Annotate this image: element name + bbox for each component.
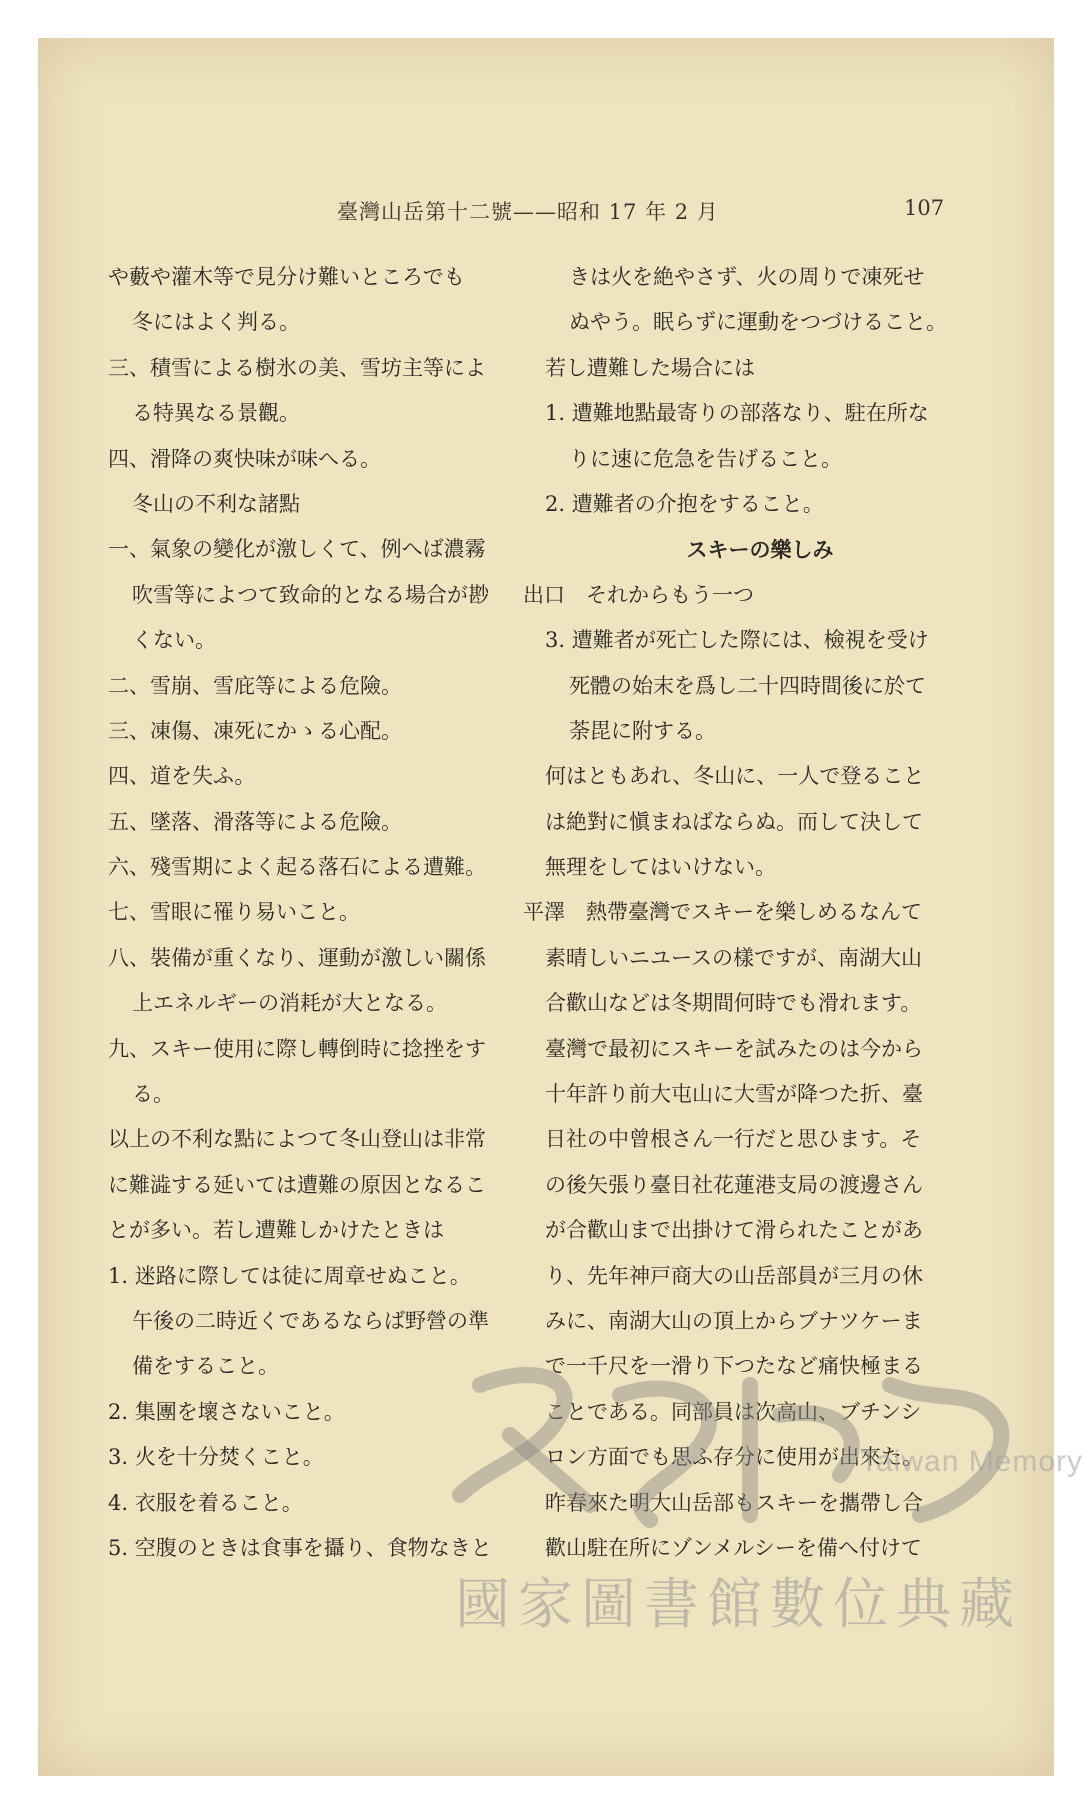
text-line: 1. 遭難地點最寄りの部落なり、駐在所な bbox=[545, 401, 929, 426]
speaker-line: 平澤 熱帶臺灣でスキーを樂しめるなんて bbox=[523, 900, 922, 925]
watermark-english: Taiwan Memory bbox=[860, 1445, 1084, 1478]
text-line: 一、氣象の變化が激しくて、例へば濃霧 bbox=[108, 537, 486, 562]
text-line: 冬にはよく判る。 bbox=[132, 310, 300, 335]
text-line: 十年許り前大屯山に大雪が降つた折、臺 bbox=[545, 1082, 923, 1107]
text-line: 三、凍傷、凍死にかゝる心配。 bbox=[108, 718, 402, 743]
text-line: とが多い。若し遭難しかけたときは bbox=[108, 1218, 444, 1243]
text-line: が合歡山まで出掛けて滑られたことがあ bbox=[545, 1218, 923, 1243]
text-line: の後矢張り臺日社花蓮港支局の渡邊さん bbox=[545, 1172, 923, 1197]
text-line: 2. 遭難者の介抱をすること。 bbox=[545, 491, 824, 516]
section-subhead: 冬山の不利な諸點 bbox=[132, 491, 300, 516]
text-line: 何はともあれ、冬山に、一人で登ること bbox=[545, 764, 925, 789]
speaker-line: 出口 それからもう一つ bbox=[523, 582, 754, 607]
text-line: 上エネルギーの消耗が大となる。 bbox=[132, 991, 447, 1016]
text-line: 四、滑降の爽快味が味へる。 bbox=[108, 446, 381, 471]
page-number: 107 bbox=[904, 196, 945, 220]
text-line: ことである。同部員は次高山、ブチンシ bbox=[545, 1399, 922, 1424]
text-line: や藪や灌木等で見分け難いところでも bbox=[108, 265, 465, 289]
text-line: 八、裝備が重くなり、運動が激しい關係 bbox=[108, 945, 486, 970]
text-line: 日社の中曾根さん一行だと思ひます。そ bbox=[545, 1127, 922, 1152]
right-column bbox=[523, 255, 975, 1571]
left-column bbox=[108, 255, 538, 1571]
text-line: に難澁する延いては遭難の原因となるこ bbox=[108, 1172, 486, 1197]
text-line: 3. 遭難者が死亡した際には、檢視を受け bbox=[545, 628, 929, 653]
text-line: 無理をしてはいけない。 bbox=[545, 855, 776, 880]
text-line: 5. 空腹のときは食事を攝り、食物なきと bbox=[108, 1535, 492, 1560]
text-line: 1. 迷路に際しては徒に周章せぬこと。 bbox=[108, 1263, 471, 1288]
text-line: 三、積雪による樹氷の美、雪坊主等によ bbox=[108, 355, 486, 380]
text-line: 3. 火を十分焚くこと。 bbox=[108, 1445, 324, 1470]
text-line: 備をすること。 bbox=[132, 1354, 279, 1379]
text-line: 九、スキー使用に際し轉倒時に捻挫をす bbox=[108, 1036, 486, 1061]
text-line: 午後の二時近くであるならば野營の準 bbox=[132, 1308, 489, 1333]
text-line: 臺灣で最初にスキーを試みたのは今から bbox=[545, 1036, 923, 1061]
running-header: 臺灣山岳第十二號——昭和 17 年 2 月 bbox=[337, 200, 719, 224]
text-line: 以上の不利な點によつて冬山登山は非常 bbox=[108, 1127, 486, 1152]
text-line: 歡山駐在所にゾンメルシーを備へ付けて bbox=[545, 1535, 922, 1560]
text-line: 死體の始末を爲し二十四時間後に於て bbox=[569, 673, 926, 698]
text-line: は絶對に愼まねばならぬ。而して決して bbox=[545, 809, 923, 834]
text-line: きは火を絶やさず、火の周りで凍死せ bbox=[569, 265, 925, 289]
text-line: 昨春來た明大山岳部もスキーを攜帶し合 bbox=[545, 1490, 923, 1515]
text-line: 素晴しいニユースの樣ですが、南湖大山 bbox=[545, 945, 922, 970]
text-line: りに速に危急を告げること。 bbox=[569, 446, 842, 471]
text-line: 4. 衣服を着ること。 bbox=[108, 1490, 303, 1515]
text-line: 若し遭難した場合には bbox=[545, 355, 755, 380]
text-line: 七、雪眼に罹り易いこと。 bbox=[108, 900, 360, 925]
text-line: 五、墜落、滑落等による危險。 bbox=[108, 809, 402, 834]
text-line: 2. 集團を壞さないこと。 bbox=[108, 1399, 345, 1424]
text-line: で一千尺を一滑り下つたなど痛快極まる bbox=[545, 1354, 923, 1379]
text-line: ロン方面でも思ふ存分に使用が出來た。 bbox=[545, 1445, 923, 1470]
text-line: 荼毘に附する。 bbox=[569, 718, 716, 743]
text-line: 六、殘雪期によく起る落石による遭難。 bbox=[108, 855, 486, 880]
text-line: る特異なる景觀。 bbox=[132, 401, 300, 426]
text-line: 吹雪等によつて致命的となる場合が尠 bbox=[132, 582, 489, 607]
text-line: 二、雪崩、雪庇等による危險。 bbox=[108, 673, 402, 698]
section-heading: スキーの樂しみ bbox=[686, 537, 834, 563]
text-line: り、先年神戸商大の山岳部員が三月の休 bbox=[545, 1263, 923, 1288]
text-line: る。 bbox=[132, 1082, 174, 1107]
watermark-chinese: 國家圖書館數位典藏 bbox=[455, 1572, 1023, 1636]
text-line: みに、南湖大山の頂上からブナツケーま bbox=[545, 1308, 923, 1333]
text-line: 四、道を失ふ。 bbox=[108, 764, 256, 789]
text-line: 合歡山などは冬期間何時でも滑れます。 bbox=[545, 991, 922, 1016]
text-line: くない。 bbox=[132, 628, 216, 653]
text-line: ぬやう。眠らずに運動をつづけること。 bbox=[569, 310, 947, 335]
